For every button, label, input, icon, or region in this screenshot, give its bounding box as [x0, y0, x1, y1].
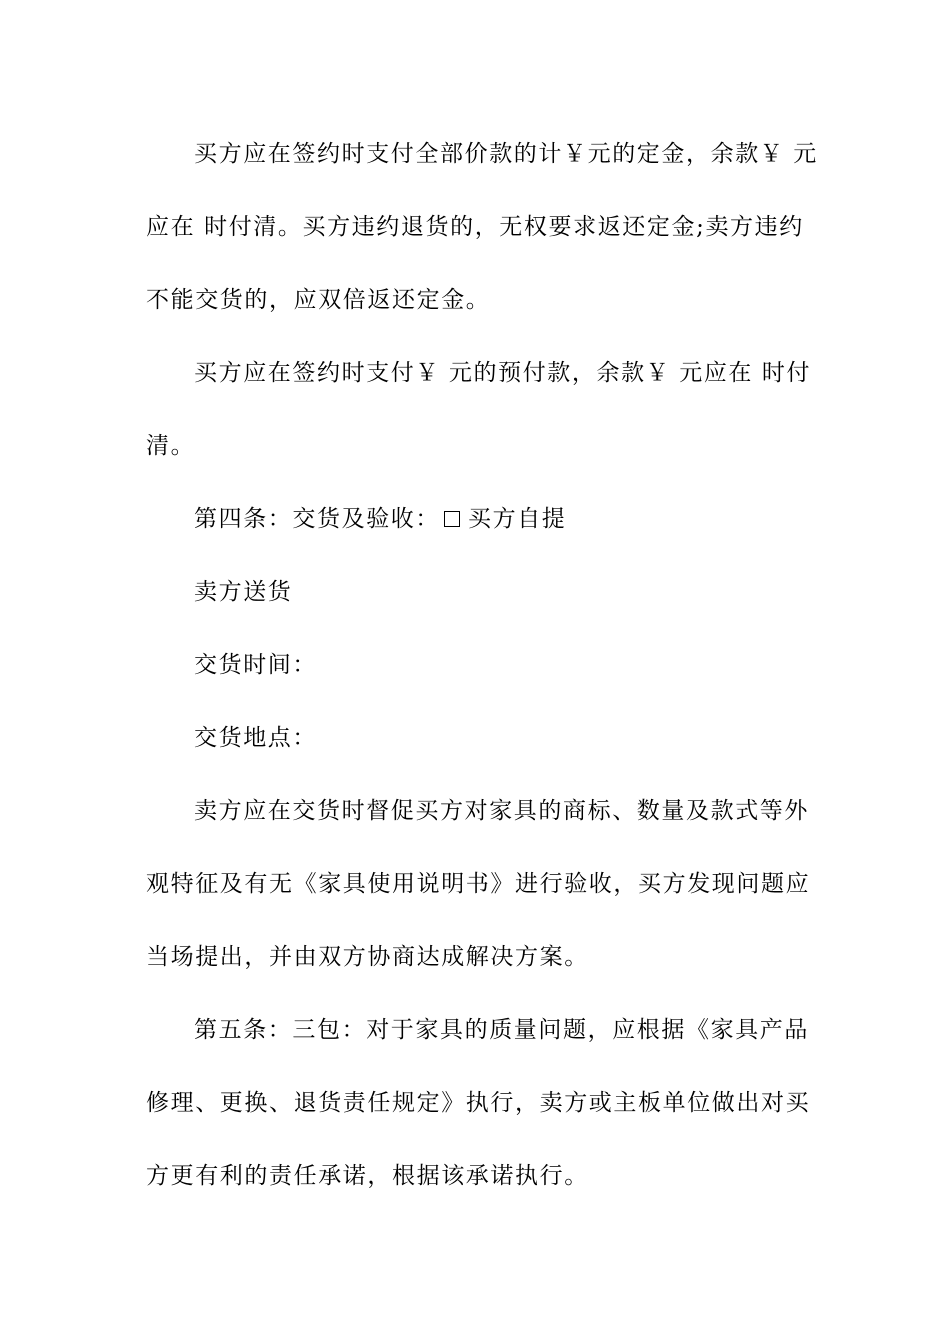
- text-line: 当场提出，并由双方协商达成解决方案。: [146, 944, 589, 970]
- self-pickup-label: 买方自提: [468, 506, 567, 532]
- text-line: 观特征及有无《家具使用说明书》进行验收，买方发现问题应: [146, 871, 811, 897]
- text-line: 买方应在签约时支付全部价款的计￥元的定金，余款￥ 元: [194, 141, 818, 167]
- text-line: 买方应在签约时支付￥ 元的预付款，余款￥ 元应在 时付: [194, 360, 812, 386]
- checkbox-icon: [444, 511, 460, 527]
- article-four-heading: 第四条：交货及验收：: [194, 506, 440, 532]
- text-line: 卖方应在交货时督促买方对家具的商标、数量及款式等外: [194, 798, 809, 824]
- text-line: 清。: [146, 433, 196, 459]
- text-line: 方更有利的责任承诺，根据该承诺执行。: [146, 1163, 589, 1189]
- text-line: 不能交货的，应双倍返还定金。: [146, 287, 491, 313]
- document-page: [146, 135, 818, 1230]
- text-line: 第五条：三包：对于家具的质量问题，应根据《家具产品: [194, 1017, 809, 1043]
- text-line: 修理、更换、退货责任规定》执行，卖方或主板单位做出对买: [146, 1090, 811, 1116]
- text-line: [146, 500, 806, 573]
- text-line: 交货时间：: [194, 652, 317, 678]
- text-line: 卖方送货: [194, 579, 293, 605]
- text-line: 应在 时付清。买方违约退货的，无权要求返还定金;卖方违约: [146, 214, 804, 240]
- text-line: 交货地点：: [194, 725, 317, 751]
